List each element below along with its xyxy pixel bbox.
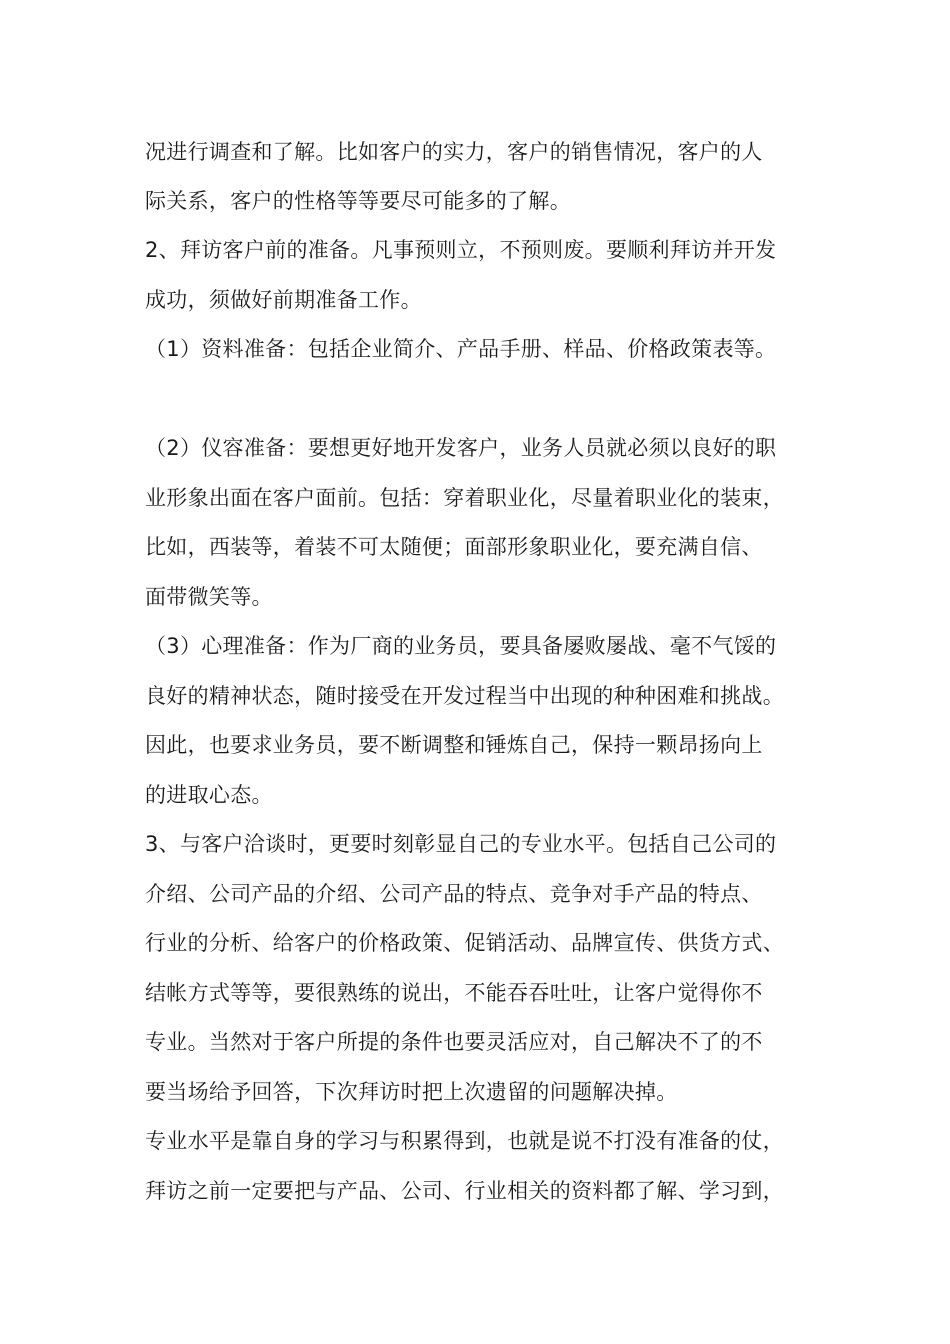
text-line: 的进取心态。	[145, 783, 273, 807]
text-line: 介绍、公司产品的介绍、公司产品的特点、竞争对手产品的特点、	[145, 882, 763, 906]
text-line: 况进行调查和了解。比如客户的实力，客户的销售情况，客户的人	[145, 140, 763, 164]
text-line: 行业的分析、给客户的价格政策、促销活动、品牌宣传、供货方式、	[145, 931, 784, 955]
text-line: 际关系，客户的性格等等要尽可能多的了解。	[145, 189, 571, 213]
text-line: 拜访之前一定要把与产品、公司、行业相关的资料都了解、学习到，	[145, 1179, 784, 1203]
text-line: 专业水平是靠自身的学习与积累得到，也就是说不打没有准备的仗，	[145, 1129, 784, 1153]
text-line: 结帐方式等等，要很熟练的说出，不能吞吞吐吐，让客户觉得你不	[145, 981, 763, 1005]
text-line: 业形象出面在客户面前。包括：穿着职业化，尽量着职业化的装束，	[145, 486, 784, 510]
text-line: 3、与客户洽谈时，更要时刻彰显自己的专业水平。包括自己公司的	[145, 832, 777, 856]
text-line: 因此，也要求业务员，要不断调整和锤炼自己，保持一颗昂扬向上	[145, 733, 763, 757]
text-line: 成功，须做好前期准备工作。	[145, 288, 422, 312]
text-line: 2、拜访客户前的准备。凡事预则立，不预则废。要顺利拜访并开发	[145, 238, 777, 262]
text-line: 比如，西装等，着装不可太随便；面部形象职业化，要充满自信、	[145, 535, 763, 559]
text-line: 良好的精神状态，随时接受在开发过程当中出现的种种困难和挑战。	[145, 684, 784, 708]
text-line: 要当场给予回答，下次拜访时把上次遗留的问题解决掉。	[145, 1080, 678, 1104]
text-line: 专业。当然对于客户所提的条件也要灵活应对，自己解决不了的不	[145, 1030, 763, 1054]
text-line: （3）心理准备：作为厂商的业务员，要具备屡败屡战、毫不气馁的	[145, 634, 777, 658]
text-line: 面带微笑等。	[145, 585, 273, 609]
text-line: （2）仪容准备：要想更好地开发客户，业务人员就必须以良好的职	[145, 436, 777, 460]
text-line: （1）资料准备：包括企业简介、产品手册、样品、价格政策表等。	[145, 337, 777, 361]
